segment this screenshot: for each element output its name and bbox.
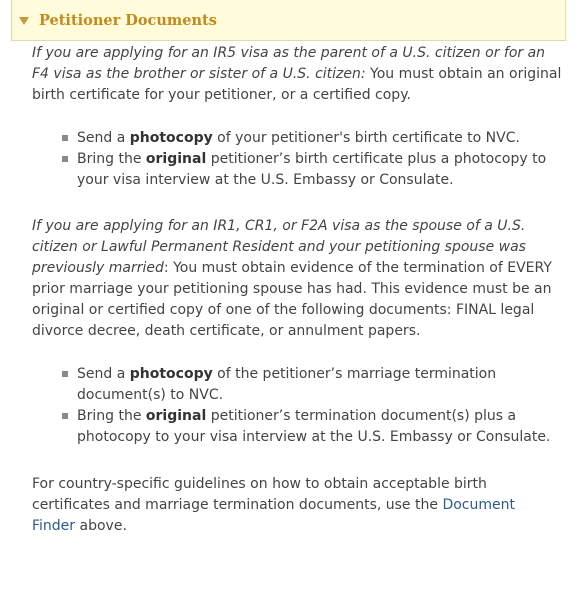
triangle-down-icon[interactable] (19, 17, 29, 25)
list-item: Send a photocopy of your petitioner's birth certificate to NVC. (62, 128, 562, 149)
section1-intro (32, 43, 562, 106)
petitioner-documents-accordion-header[interactable] (11, 0, 566, 41)
section2-intro-rest: : You must obtain evidence of the termination of EVERY prior marriage your petitioning spouse has had. This evidence must be an original or certified copy of one of the following documents: FINAL legal divorce decree, death certificate, or annulment papers. (32, 260, 552, 339)
list-item: Send a photocopy of the petitioner’s marriage termination document(s) to NVC. (62, 364, 562, 406)
accordion-content (32, 43, 562, 537)
square-bullet-icon (62, 135, 68, 141)
section2-bullet-list (32, 364, 562, 448)
section1-intro-italic: If you are applying for an IR5 visa as the parent of a U.S. citizen or for an F4 visa as the brother or sister of a U.S. citizen: (32, 45, 546, 82)
document-finder-link[interactable]: Document Finder (32, 497, 515, 534)
accordion-title: Petitioner Documents (39, 11, 217, 29)
section1-intro-rest: You must obtain an original birth certificate for your petitioner, or a certified copy. (32, 66, 562, 103)
list-item: Bring the original petitioner’s birth certificate plus a photocopy to your visa interview at the U.S. Embassy or Consulate. (62, 149, 562, 191)
list-item: Bring the original petitioner’s termination document(s) plus a photocopy to your visa interview at the U.S. Embassy or Consulate. (62, 406, 562, 448)
footer-paragraph: For country-specific guidelines on how to obtain acceptable birth certificates and marriage termination documents, use the Document Finder above. (32, 476, 515, 534)
square-bullet-icon (62, 156, 68, 162)
section2-intro-italic: If you are applying for an IR1, CR1, or F2A visa as the spouse of a U.S. citizen or Lawful Permanent Resident and your petitioning spouse was previously married (32, 218, 526, 276)
square-bullet-icon (62, 371, 68, 377)
square-bullet-icon (62, 413, 68, 419)
section1-bullet-list (32, 128, 562, 191)
section2-intro (32, 216, 562, 342)
